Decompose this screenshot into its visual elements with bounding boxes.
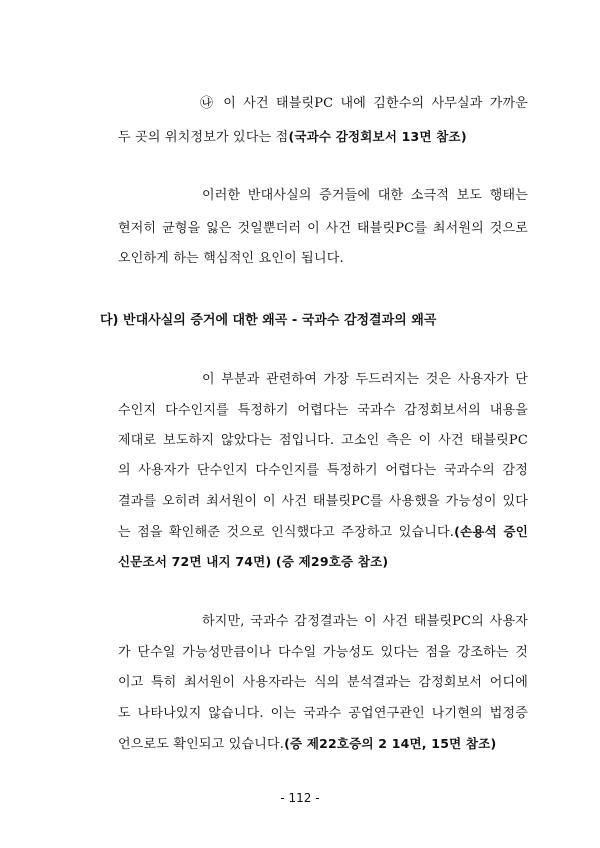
para4-line4: 도 나타나있지 않습니다. 이는 국과수 공업연구관인 나기현의 법정증 xyxy=(118,706,528,721)
para1-line2 xyxy=(118,129,528,146)
para2-line1: 이러한 반대사실의 증거들에 대한 소극적 보도 행태는 xyxy=(202,188,528,203)
para4-line3: 이고 특히 최서원이 사용자라는 식의 분석결과는 감정회보서 어디에 xyxy=(118,675,528,690)
para3-line6 xyxy=(118,524,528,541)
section-heading: 다) 반대사실의 증거에 대한 왜곡 - 국과수 감정결과의 왜곡 xyxy=(100,313,437,328)
para2-line3: 오인하게 하는 핵심적인 요인이 됩니다. xyxy=(118,251,344,266)
para4-citation: (증 제22호증의 2 14면, 15면 참조) xyxy=(284,736,497,751)
para3-line2: 수인지 다수인지를 특정하기 어렵다는 국과수 감정회보서의 내용을 xyxy=(118,403,528,418)
para1-line2-text: 두 곳의 위치정보가 있다는 점 xyxy=(118,130,289,145)
para3-line1: 이 부분과 관련하여 가장 두드러지는 것은 사용자가 단 xyxy=(202,372,528,387)
para2-line2: 현저히 균형을 잃은 것일뿐더러 이 사건 태블릿PC를 최서원의 것으로 xyxy=(118,221,528,236)
page-number: - 112 - xyxy=(280,791,320,805)
para4-line1: 하지만, 국과수 감정결과는 이 사건 태블릿PC의 사용자 xyxy=(202,614,528,629)
para3-line5: 결과를 오히려 최서원이 이 사건 태블릿PC를 사용했을 가능성이 있다 xyxy=(118,494,528,509)
para3-line3: 제대로 보도하지 않았다는 점입니다. 고소인 측은 이 사건 태블릿PC xyxy=(118,433,528,448)
para4-line5-text: 언으로도 확인되고 있습니다. xyxy=(118,737,285,752)
para3-citation-end: 신문조서 72면 내지 74면) (증 제29호증 참조) xyxy=(118,554,389,569)
para3-citation-start: (손용석 증인 xyxy=(454,524,529,539)
para1-citation: (국과수 감정회보서 13면 참조) xyxy=(288,129,467,144)
para4-line5 xyxy=(118,736,528,753)
para3-line6-text: 는 점을 확인해준 것으로 인식했다고 주장하고 있습니다. xyxy=(118,525,455,540)
para1-line1: ㉯ 이 사건 태블릿PC 내에 김한수의 사무실과 가까운 xyxy=(200,96,528,111)
para3-line4: 의 사용자가 단수인지 다수인지를 특정하기 어렵다는 국과수의 감정 xyxy=(118,463,528,478)
para4-line2: 가 단수일 가능성만큼이나 다수일 가능성도 있다는 점을 강조하는 것 xyxy=(118,645,528,660)
